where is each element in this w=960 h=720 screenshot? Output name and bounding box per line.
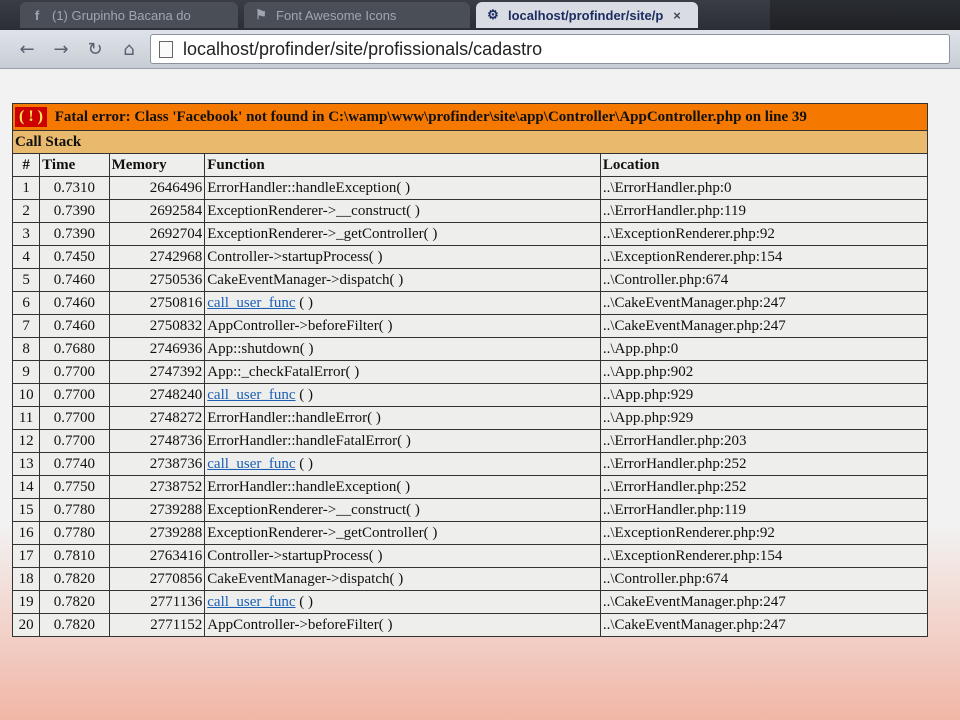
stack-time: 0.7310 — [40, 177, 109, 200]
facebook-icon: f — [34, 7, 40, 23]
stack-time: 0.7820 — [40, 568, 109, 591]
stack-function: AppController->beforeFilter( ) — [205, 315, 601, 338]
page-viewport — [0, 69, 960, 720]
stack-function: ErrorHandler::handleException( ) — [205, 476, 601, 499]
browser-toolbar — [0, 30, 960, 69]
function-args: ( ) — [295, 387, 314, 403]
home-icon: ⌂ — [123, 38, 135, 60]
tab-strip — [0, 0, 960, 30]
stack-time: 0.7700 — [40, 430, 109, 453]
stack-function: ErrorHandler::handleFatalError( ) — [205, 430, 601, 453]
stack-function: ExceptionRenderer->_getController( ) — [205, 522, 601, 545]
stack-num: 7 — [13, 315, 40, 338]
stack-time: 0.7460 — [40, 315, 109, 338]
stack-num: 5 — [13, 269, 40, 292]
stack-time: 0.7740 — [40, 453, 109, 476]
stack-location: ..\ErrorHandler.php:119 — [600, 499, 927, 522]
stack-location: ..\ErrorHandler.php:119 — [600, 200, 927, 223]
stack-num: 6 — [13, 292, 40, 315]
stack-time: 0.7390 — [40, 200, 109, 223]
tab-title: Font Awesome Icons — [276, 7, 397, 23]
stack-num: 1 — [13, 177, 40, 200]
stack-time: 0.7450 — [40, 246, 109, 269]
stack-row — [13, 246, 928, 269]
stack-memory: 2738736 — [109, 453, 205, 476]
stack-function: App::shutdown( ) — [205, 338, 601, 361]
function-args: ( ) — [295, 594, 314, 610]
stack-time: 0.7700 — [40, 384, 109, 407]
stack-time: 0.7780 — [40, 499, 109, 522]
stack-memory: 2692704 — [109, 223, 205, 246]
col-num: # — [13, 154, 40, 177]
stack-function: ExceptionRenderer->__construct( ) — [205, 200, 601, 223]
stack-num: 9 — [13, 361, 40, 384]
stack-function: ExceptionRenderer->_getController( ) — [205, 223, 601, 246]
stack-location: ..\CakeEventManager.php:247 — [600, 315, 927, 338]
stack-memory: 2742968 — [109, 246, 205, 269]
stack-location: ..\App.php:929 — [600, 384, 927, 407]
stack-row — [13, 453, 928, 476]
forward-button[interactable] — [48, 36, 74, 62]
stack-time: 0.7810 — [40, 545, 109, 568]
stack-row — [13, 545, 928, 568]
stack-memory: 2746936 — [109, 338, 205, 361]
stack-time: 0.7460 — [40, 269, 109, 292]
stack-location: ..\ExceptionRenderer.php:92 — [600, 223, 927, 246]
loading-icon: ⚙ — [487, 7, 499, 22]
php-manual-link[interactable]: call_user_func — [207, 594, 296, 610]
error-icon: ( ! ) — [15, 107, 47, 127]
stack-row — [13, 338, 928, 361]
stack-memory: 2748736 — [109, 430, 205, 453]
stack-time: 0.7680 — [40, 338, 109, 361]
stack-function: ErrorHandler::handleException( ) — [205, 177, 601, 200]
tab-localhost[interactable] — [476, 2, 698, 28]
stack-location: ..\ExceptionRenderer.php:92 — [600, 522, 927, 545]
stack-row — [13, 591, 928, 614]
stack-row — [13, 430, 928, 453]
reload-button[interactable] — [82, 36, 108, 62]
stack-time: 0.7700 — [40, 361, 109, 384]
stack-num: 18 — [13, 568, 40, 591]
call-stack-title: Call Stack — [13, 131, 928, 154]
stack-time: 0.7820 — [40, 614, 109, 637]
stack-row — [13, 223, 928, 246]
stack-memory: 2748272 — [109, 407, 205, 430]
arrow-right-icon: → — [53, 38, 69, 60]
function-args: ( ) — [295, 456, 314, 472]
php-manual-link[interactable]: call_user_func — [207, 456, 296, 472]
stack-num: 3 — [13, 223, 40, 246]
stack-function — [205, 384, 601, 407]
stack-num: 12 — [13, 430, 40, 453]
col-memory: Memory — [109, 154, 205, 177]
stack-function: ExceptionRenderer->__construct( ) — [205, 499, 601, 522]
stack-time: 0.7750 — [40, 476, 109, 499]
stack-row — [13, 614, 928, 637]
stack-function: Controller->startupProcess( ) — [205, 545, 601, 568]
call-stack-header-row — [13, 131, 928, 154]
tab-facebook-group[interactable] — [20, 2, 238, 28]
stack-location: ..\ErrorHandler.php:0 — [600, 177, 927, 200]
stack-function: Controller->startupProcess( ) — [205, 246, 601, 269]
error-header-row — [13, 104, 928, 131]
stack-location: ..\ErrorHandler.php:252 — [600, 453, 927, 476]
function-args: ( ) — [295, 295, 314, 311]
stack-function — [205, 453, 601, 476]
stack-location: ..\ExceptionRenderer.php:154 — [600, 246, 927, 269]
stack-row — [13, 269, 928, 292]
stack-location: ..\ErrorHandler.php:203 — [600, 430, 927, 453]
stack-memory: 2750832 — [109, 315, 205, 338]
stack-num: 14 — [13, 476, 40, 499]
stack-memory: 2692584 — [109, 200, 205, 223]
window-controls — [770, 0, 960, 30]
stack-row — [13, 499, 928, 522]
stack-num: 11 — [13, 407, 40, 430]
flag-icon: ⚑ — [255, 7, 267, 22]
stack-time: 0.7700 — [40, 407, 109, 430]
stack-row — [13, 407, 928, 430]
stack-time: 0.7780 — [40, 522, 109, 545]
stack-num: 20 — [13, 614, 40, 637]
stack-location: ..\App.php:902 — [600, 361, 927, 384]
stack-row — [13, 568, 928, 591]
col-time: Time — [40, 154, 109, 177]
error-message-cell — [13, 104, 928, 131]
stack-memory: 2771136 — [109, 591, 205, 614]
stack-row — [13, 177, 928, 200]
stack-row — [13, 292, 928, 315]
stack-function: App::_checkFatalError( ) — [205, 361, 601, 384]
address-bar[interactable] — [150, 34, 950, 64]
stack-location: ..\Controller.php:674 — [600, 568, 927, 591]
col-function: Function — [205, 154, 601, 177]
stack-num: 2 — [13, 200, 40, 223]
page-icon — [159, 41, 173, 58]
stack-location: ..\CakeEventManager.php:247 — [600, 614, 927, 637]
xdebug-error-table — [12, 103, 928, 637]
stack-memory: 2770856 — [109, 568, 205, 591]
stack-row — [13, 200, 928, 223]
stack-num: 8 — [13, 338, 40, 361]
stack-num: 13 — [13, 453, 40, 476]
close-icon[interactable]: × — [673, 7, 681, 23]
stack-memory: 2747392 — [109, 361, 205, 384]
column-header-row — [13, 154, 928, 177]
stack-memory: 2739288 — [109, 499, 205, 522]
php-manual-link[interactable]: call_user_func — [207, 387, 296, 403]
stack-location: ..\Controller.php:674 — [600, 269, 927, 292]
tab-font-awesome[interactable] — [244, 2, 470, 28]
stack-memory: 2771152 — [109, 614, 205, 637]
stack-row — [13, 476, 928, 499]
stack-num: 16 — [13, 522, 40, 545]
tab-title: localhost/profinder/site/p — [508, 7, 664, 23]
back-button[interactable] — [14, 36, 40, 62]
url-text: localhost/profinder/site/profissionals/cadastro — [183, 38, 543, 59]
arrow-left-icon: ← — [19, 38, 35, 60]
stack-row — [13, 315, 928, 338]
stack-function: CakeEventManager->dispatch( ) — [205, 568, 601, 591]
stack-memory: 2748240 — [109, 384, 205, 407]
stack-num: 15 — [13, 499, 40, 522]
stack-time: 0.7820 — [40, 591, 109, 614]
stack-function: AppController->beforeFilter( ) — [205, 614, 601, 637]
stack-memory: 2738752 — [109, 476, 205, 499]
php-manual-link[interactable]: call_user_func — [207, 295, 296, 311]
stack-location: ..\App.php:0 — [600, 338, 927, 361]
stack-memory: 2750536 — [109, 269, 205, 292]
stack-time: 0.7460 — [40, 292, 109, 315]
stack-location: ..\App.php:929 — [600, 407, 927, 430]
stack-num: 19 — [13, 591, 40, 614]
stack-memory: 2739288 — [109, 522, 205, 545]
stack-num: 4 — [13, 246, 40, 269]
col-location: Location — [600, 154, 927, 177]
stack-function — [205, 591, 601, 614]
stack-location: ..\ExceptionRenderer.php:154 — [600, 545, 927, 568]
error-message: Fatal error: Class 'Facebook' not found in C:\wamp\www\profinder\site\app\Controller\AppController.php on line 39 — [54, 109, 807, 125]
stack-row — [13, 522, 928, 545]
tab-title: (1) Grupinho Bacana do — [52, 7, 191, 23]
stack-function: CakeEventManager->dispatch( ) — [205, 269, 601, 292]
stack-memory: 2750816 — [109, 292, 205, 315]
stack-location: ..\CakeEventManager.php:247 — [600, 292, 927, 315]
stack-function — [205, 292, 601, 315]
stack-time: 0.7390 — [40, 223, 109, 246]
stack-num: 10 — [13, 384, 40, 407]
reload-icon: ↻ — [87, 38, 103, 60]
stack-row — [13, 384, 928, 407]
stack-memory: 2763416 — [109, 545, 205, 568]
stack-num: 17 — [13, 545, 40, 568]
stack-function: ErrorHandler::handleError( ) — [205, 407, 601, 430]
stack-memory: 2646496 — [109, 177, 205, 200]
home-button[interactable] — [116, 36, 142, 62]
stack-row — [13, 361, 928, 384]
stack-location: ..\CakeEventManager.php:247 — [600, 591, 927, 614]
stack-location: ..\ErrorHandler.php:252 — [600, 476, 927, 499]
